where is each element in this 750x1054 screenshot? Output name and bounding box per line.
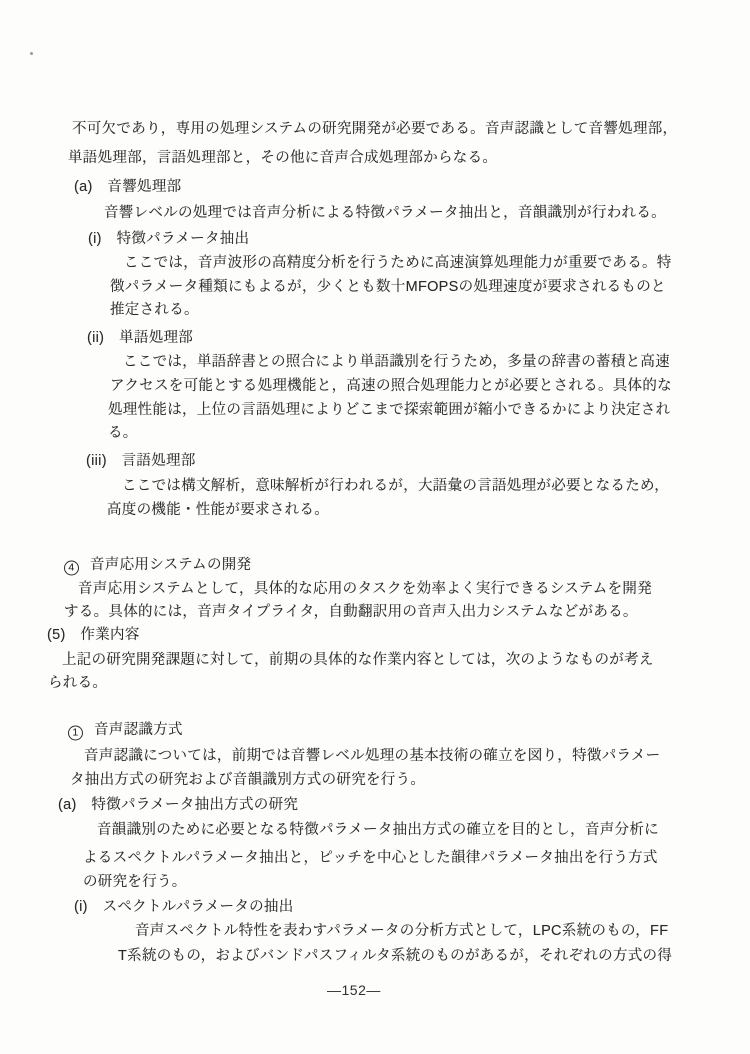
text-line: (a) 特徴パラメータ抽出方式の研究 <box>58 797 299 813</box>
scan-speck <box>30 52 33 55</box>
text-line: 音響レベルの処理では音声分析による特徴パラメータ抽出と，音韻識別が行われる。 <box>104 205 666 221</box>
text-line: 不可欠であり，専用の処理システムの研究開発が必要である。音声認識として音響処理部， <box>72 121 678 137</box>
circled-number-marker: 1 <box>68 725 83 740</box>
text-line: ここでは，音声波形の高精度分析を行うために高速演算処理能力が重要である。特 <box>124 255 672 271</box>
text-line: ここでは，単語辞書との照合により単語識別を行うため，多量の辞書の蓄積と高速 <box>123 354 671 370</box>
text-line: の研究を行う。 <box>83 874 187 890</box>
text-line: 音韻識別のために必要となる特徴パラメータ抽出方式の確立を目的とし，音声分析に <box>97 822 659 838</box>
text-line: 処理性能は，上位の言語処理によりどこまで探索範囲が縮小できるかにより決定され <box>108 402 671 418</box>
text-line: 高度の機能・性能が要求される。 <box>107 502 329 518</box>
text-line: タ抽出方式の研究および音韻識別方式の研究を行う。 <box>70 772 426 788</box>
text-line: アクセスを可能とする処理機能と，高速の照合処理能力とが必要とされる。具体的な <box>110 378 672 394</box>
heading-line <box>68 721 183 740</box>
text-line: ここでは構文解析，意味解析が行われるが，大語彙の言語処理が必要となるため， <box>122 478 670 494</box>
text-line: 徴パラメータ種類にもよるが，少くとも数十MFOPSの処理速度が要求されるものと <box>110 279 666 295</box>
text-line: する。具体的には，音声タイプライタ，自動翻訳用の音声入出力システムなどがある。 <box>64 604 638 620</box>
text-line: 音声応用システムとして，具体的な応用のタスクを効率よく実行できるシステムを開発 <box>78 581 653 597</box>
text-line: られる。 <box>48 675 108 691</box>
text-line: る。 <box>108 425 138 441</box>
circled-number-marker: 4 <box>64 560 79 575</box>
text-line: (ii) 単語処理部 <box>87 330 194 346</box>
heading-text: 音声応用システムの開発 <box>90 557 252 573</box>
text-line: (iii) 言語処理部 <box>86 453 196 469</box>
text-line: よるスペクトルパラメータ抽出と，ピッチを中心とした韻律パラメータ抽出を行う方式 <box>83 850 658 866</box>
text-line: (i) 特徴パラメータ抽出 <box>88 231 250 247</box>
heading-text: 音声認識方式 <box>94 722 183 738</box>
text-line: 推定される。 <box>110 302 199 318</box>
text-line: 単語処理部，言語処理部と，その他に音声合成処理部からなる。 <box>68 150 498 166</box>
heading-line <box>64 556 251 575</box>
text-line: (i) スペクトルパラメータの抽出 <box>74 899 294 915</box>
text-line: (a) 音響処理部 <box>74 179 182 195</box>
text-line: T系統のもの，およびバンドパスフィルタ系統のものがあるが，それぞれの方式の得 <box>118 948 673 964</box>
text-line: 上記の研究開発課題に対して，前期の具体的な作業内容としては，次のようなものが考え <box>62 652 654 668</box>
text-line: 音声認識については，前期では音響レベル処理の基本技術の確立を図り，特徴パラメー <box>84 748 661 764</box>
page-number: —152— <box>327 982 381 998</box>
text-line: 音声スペクトル特性を表わすパラメータの分析方式として，LPC系統のもの，FF <box>135 923 669 939</box>
text-line: (5) 作業内容 <box>47 627 140 643</box>
